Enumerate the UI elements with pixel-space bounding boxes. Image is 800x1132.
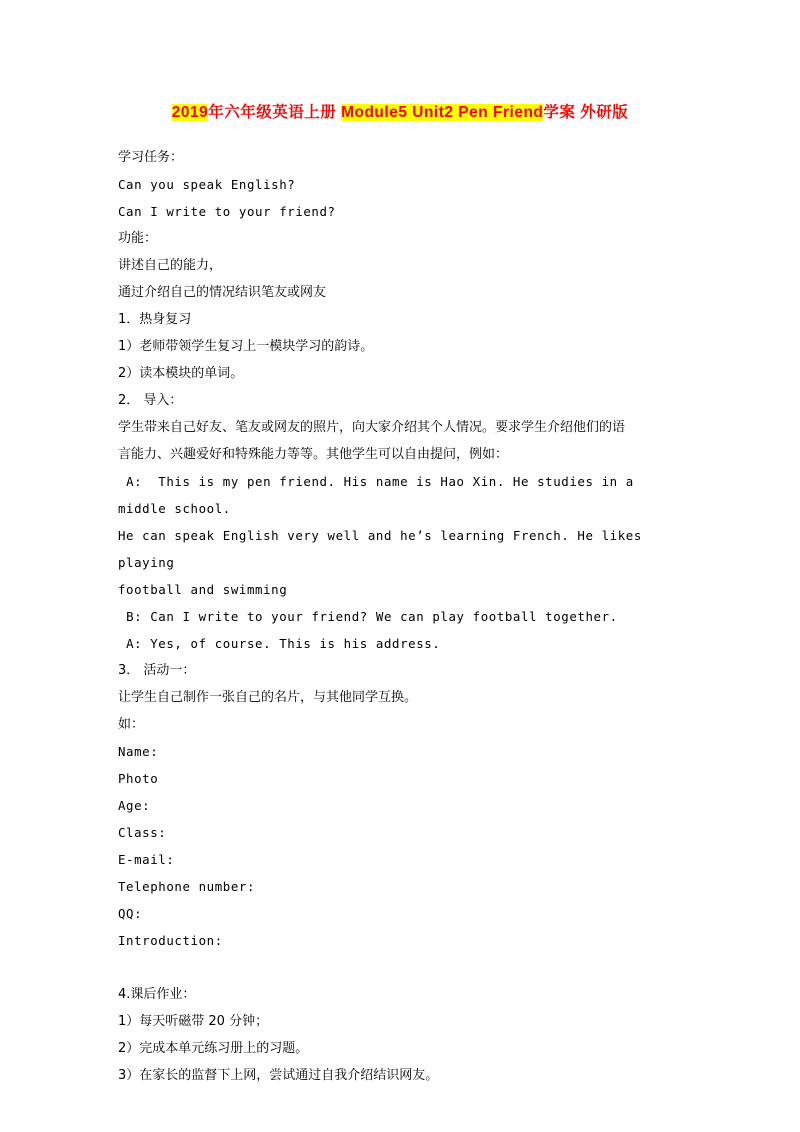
paragraph-line: 2． 导入： bbox=[118, 393, 183, 408]
paragraph-line: 3． 活动一： bbox=[118, 663, 196, 678]
paragraph-spacer bbox=[118, 954, 682, 981]
paragraph-line: 3）在家长的监督下上网，尝试通过自我介绍结识网友。 bbox=[118, 1068, 439, 1083]
paragraph-line: Can I write to your friend? bbox=[118, 204, 336, 219]
paragraph-line: 功能： bbox=[118, 231, 158, 246]
paragraph-line: He can speak English very well and he’s learning French. He likes playing bbox=[118, 528, 650, 570]
paragraph-line: 讲述自己的能力， bbox=[118, 258, 223, 273]
paragraph-line: Name: bbox=[118, 744, 159, 759]
page-title-run-1: 年六年级英语上册 bbox=[208, 104, 342, 121]
paragraph-line: B: Can I write to your friend? We can play football together. bbox=[118, 609, 618, 624]
paragraph-line: E-mail: bbox=[118, 852, 175, 867]
paragraph-line: 1）每天听磁带 20 分钟； bbox=[118, 1014, 269, 1029]
paragraph-line: Introduction: bbox=[118, 933, 223, 948]
paragraph-line: 学习任务： bbox=[118, 150, 184, 165]
page-title-run-0: 2019 bbox=[171, 104, 209, 121]
paragraph-line: 如： bbox=[118, 717, 145, 732]
paragraph-line: Can you speak English? bbox=[118, 177, 296, 192]
paragraph-line: Age: bbox=[118, 798, 151, 813]
page-title-run-3: 学案 外研版 bbox=[543, 104, 629, 121]
paragraph-line: Photo bbox=[118, 771, 159, 786]
paragraph-line: 1）老师带领学生复习上一模块学习的韵诗。 bbox=[118, 339, 374, 354]
paragraph-line: A: Yes, of course. This is his address. bbox=[118, 636, 441, 651]
paragraph-line: football and swimming bbox=[118, 582, 288, 597]
document-body bbox=[118, 144, 682, 1089]
paragraph-line: Telephone number: bbox=[118, 879, 256, 894]
paragraph-line: 学生带来自己好友、笔友或网友的照片，向大家介绍其个人情况。要求学生介绍他们的语 bbox=[118, 420, 626, 435]
paragraph-line: 2）完成本单元练习册上的习题。 bbox=[118, 1041, 309, 1056]
paragraph-line: 4.课后作业： bbox=[118, 987, 196, 1002]
paragraph-line: 让学生自己制作一张自己的名片，与其他同学互换。 bbox=[118, 690, 418, 705]
page-title-run-2: Module5 Unit2 Pen Friend bbox=[341, 104, 544, 121]
paragraph-line: Class: bbox=[118, 825, 167, 840]
page-title bbox=[118, 100, 682, 122]
paragraph-line: 言能力、兴趣爱好和特殊能力等等。其他学生可以自由提问，例如： bbox=[118, 447, 509, 462]
paragraph-line: 2）读本模块的单词。 bbox=[118, 366, 244, 381]
paragraph-line: A: This is my pen friend. His name is Hao Xin. He studies in a middle school. bbox=[118, 474, 642, 516]
paragraph-line: 1．热身复习 bbox=[118, 312, 192, 327]
paragraph-line: 通过介绍自己的情况结识笔友或网友 bbox=[118, 285, 327, 300]
paragraph-line: QQ: bbox=[118, 906, 143, 921]
